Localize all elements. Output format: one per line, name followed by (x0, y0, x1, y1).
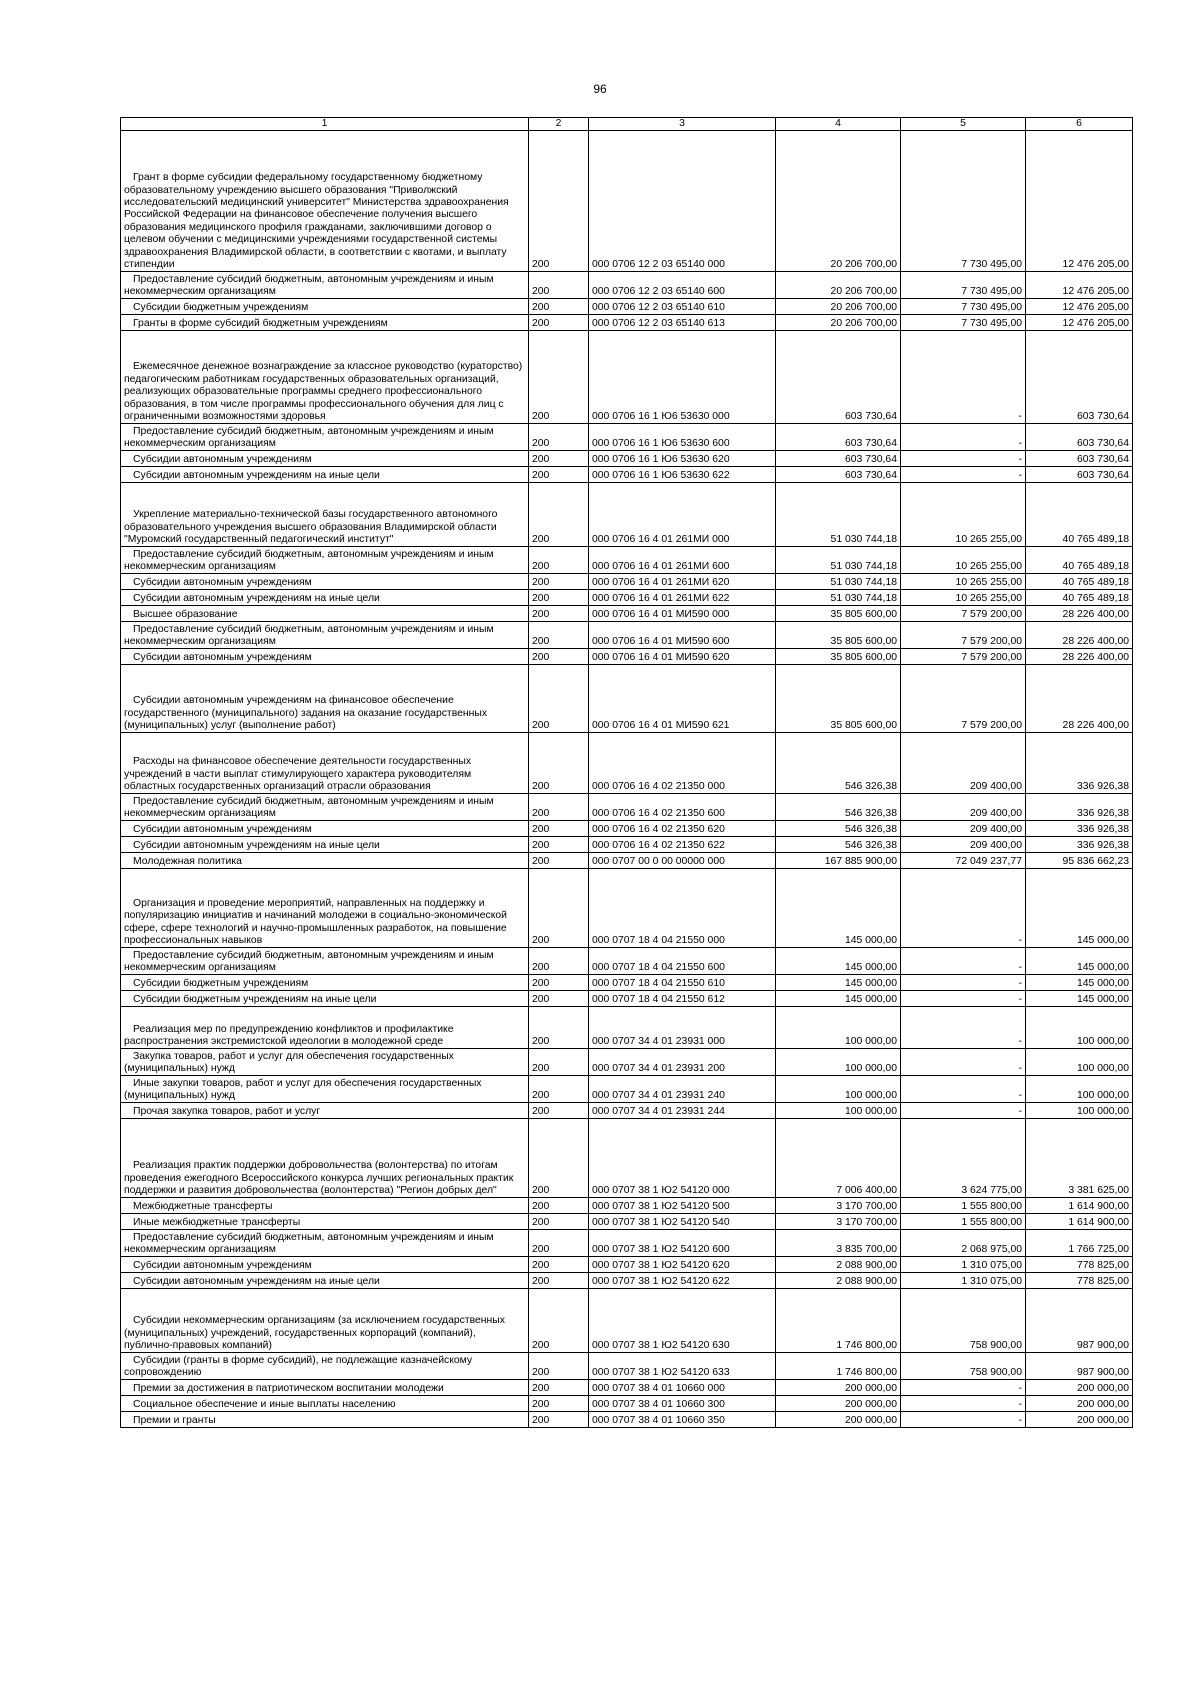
cell-v4: 100 000,00 (776, 1103, 901, 1119)
cell-code: 000 0706 12 2 03 65140 600 (589, 272, 776, 299)
cell-v5: 1 555 800,00 (901, 1214, 1026, 1230)
cell-adm: 200 (529, 622, 589, 649)
cell-code: 000 0706 12 2 03 65140 000 (589, 131, 776, 272)
cell-v4: 200 000,00 (776, 1412, 901, 1428)
cell-v6: 987 900,00 (1026, 1289, 1133, 1353)
table-row (121, 1076, 1133, 1103)
cell-code: 000 0706 16 4 01 МИ590 600 (589, 622, 776, 649)
table-row (121, 467, 1133, 483)
cell-name: Гранты в форме субсидий бюджетным учреждениям (121, 315, 529, 331)
cell-v5: 7 579 200,00 (901, 606, 1026, 622)
cell-v4: 1 746 800,00 (776, 1289, 901, 1353)
cell-v4: 1 746 800,00 (776, 1353, 901, 1380)
cell-v4: 100 000,00 (776, 1007, 901, 1049)
cell-v6: 12 476 205,00 (1026, 131, 1133, 272)
cell-name: Субсидии автономным учреждениям (121, 1257, 529, 1273)
table-row (121, 574, 1133, 590)
table-row (121, 1273, 1133, 1289)
cell-v5: - (901, 331, 1026, 424)
cell-v5: - (901, 1103, 1026, 1119)
cell-code: 000 0706 12 2 03 65140 613 (589, 315, 776, 331)
cell-name: Ежемесячное денежное вознаграждение за классное руководство (кураторство) педагогическим работникам государственных образовательных организаций, реализующих образовательные программы среднего профессионального образования, в том числе программы профессионального обучения для лиц с ограниченными возможностями здоровья (121, 331, 529, 424)
cell-v5: 10 265 255,00 (901, 574, 1026, 590)
cell-code: 000 0707 38 4 01 10660 350 (589, 1412, 776, 1428)
cell-code: 000 0706 16 4 01 261МИ 620 (589, 574, 776, 590)
cell-adm: 200 (529, 272, 589, 299)
cell-v6: 100 000,00 (1026, 1007, 1133, 1049)
cell-adm: 200 (529, 1119, 589, 1198)
table-row (121, 975, 1133, 991)
cell-v4: 145 000,00 (776, 991, 901, 1007)
cell-v6: 987 900,00 (1026, 1353, 1133, 1380)
cell-v5: 2 068 975,00 (901, 1230, 1026, 1257)
cell-name: Субсидии бюджетным учреждениям (121, 975, 529, 991)
cell-v6: 336 926,38 (1026, 821, 1133, 837)
cell-name: Предоставление субсидий бюджетным, автономным учреждениям и иным некоммерческим организациям (121, 1230, 529, 1257)
cell-code: 000 0707 18 4 04 21550 612 (589, 991, 776, 1007)
cell-name: Расходы на финансовое обеспечение деятельности государственных учреждений в части выплат стимулирующего характера руководителям областных государственных организаций отрасли образования (121, 733, 529, 794)
cell-v4: 603 730,64 (776, 424, 901, 451)
cell-name: Субсидии автономным учреждениям (121, 821, 529, 837)
cell-adm: 200 (529, 869, 589, 948)
cell-v4: 145 000,00 (776, 975, 901, 991)
cell-name: Реализация практик поддержки добровольчества (волонтерства) по итогам проведения ежегодного Всероссийского конкурса лучших региональных практик поддержки и развития добровольчества (волонтерства) "Регион добрых дел" (121, 1119, 529, 1198)
cell-adm: 200 (529, 590, 589, 606)
cell-adm: 200 (529, 821, 589, 837)
cell-v4: 20 206 700,00 (776, 131, 901, 272)
cell-name: Субсидии автономным учреждениям (121, 574, 529, 590)
cell-code: 000 0707 34 4 01 23931 200 (589, 1049, 776, 1076)
column-header: 4 (776, 118, 901, 131)
cell-name: Субсидии автономным учреждениям на иные цели (121, 1273, 529, 1289)
table-row (121, 1353, 1133, 1380)
cell-name: Субсидии автономным учреждениям на иные цели (121, 467, 529, 483)
table-row (121, 424, 1133, 451)
cell-v5: - (901, 451, 1026, 467)
cell-adm: 200 (529, 649, 589, 665)
cell-name: Укрепление материально-технической базы государственного автономного образовательного учреждения высшего образования Владимирской области "Муромский государственный педагогический институт" (121, 483, 529, 547)
cell-v5: 1 310 075,00 (901, 1257, 1026, 1273)
table-row (121, 991, 1133, 1007)
table-row (121, 821, 1133, 837)
cell-v6: 145 000,00 (1026, 948, 1133, 975)
cell-v6: 200 000,00 (1026, 1412, 1133, 1428)
cell-code: 000 0707 34 4 01 23931 244 (589, 1103, 776, 1119)
cell-v6: 40 765 489,18 (1026, 574, 1133, 590)
cell-v6: 100 000,00 (1026, 1049, 1133, 1076)
table-row (121, 590, 1133, 606)
cell-v5: 7 730 495,00 (901, 131, 1026, 272)
cell-v6: 336 926,38 (1026, 794, 1133, 821)
cell-v4: 51 030 744,18 (776, 547, 901, 574)
cell-name: Премии и гранты (121, 1412, 529, 1428)
cell-code: 000 0706 16 4 02 21350 620 (589, 821, 776, 837)
cell-v6: 1 614 900,00 (1026, 1214, 1133, 1230)
cell-name: Субсидии автономным учреждениям (121, 649, 529, 665)
cell-v4: 546 326,38 (776, 733, 901, 794)
cell-name: Субсидии некоммерческим организациям (за исключением государственных (муниципальных) учреждений, государственных корпораций (компаний), публично-правовых компаний) (121, 1289, 529, 1353)
cell-v6: 100 000,00 (1026, 1076, 1133, 1103)
cell-name: Иные межбюджетные трансферты (121, 1214, 529, 1230)
cell-code: 000 0707 38 1 Ю2 54120 630 (589, 1289, 776, 1353)
cell-adm: 200 (529, 1049, 589, 1076)
cell-name: Субсидии (гранты в форме субсидий), не подлежащие казначейскому сопровождению (121, 1353, 529, 1380)
table-row (121, 1103, 1133, 1119)
cell-code: 000 0706 16 1 Ю6 53630 000 (589, 331, 776, 424)
cell-v5: 72 049 237,77 (901, 853, 1026, 869)
cell-v6: 40 765 489,18 (1026, 590, 1133, 606)
cell-v5: - (901, 991, 1026, 1007)
cell-v4: 51 030 744,18 (776, 590, 901, 606)
table-row (121, 547, 1133, 574)
cell-v4: 51 030 744,18 (776, 574, 901, 590)
cell-adm: 200 (529, 1076, 589, 1103)
cell-name: Премии за достижения в патриотическом воспитании молодежи (121, 1380, 529, 1396)
page-number: 96 (593, 82, 607, 96)
cell-adm: 200 (529, 1273, 589, 1289)
cell-name: Закупка товаров, работ и услуг для обеспечения государственных (муниципальных) нужд (121, 1049, 529, 1076)
cell-v4: 35 805 600,00 (776, 606, 901, 622)
cell-v5: - (901, 424, 1026, 451)
cell-v5: 10 265 255,00 (901, 547, 1026, 574)
cell-v5: 1 310 075,00 (901, 1273, 1026, 1289)
cell-adm: 200 (529, 1257, 589, 1273)
cell-v4: 20 206 700,00 (776, 299, 901, 315)
cell-name: Прочая закупка товаров, работ и услуг (121, 1103, 529, 1119)
cell-v4: 100 000,00 (776, 1076, 901, 1103)
cell-adm: 200 (529, 1412, 589, 1428)
cell-adm: 200 (529, 451, 589, 467)
cell-v5: - (901, 1380, 1026, 1396)
cell-v4: 35 805 600,00 (776, 649, 901, 665)
cell-v4: 200 000,00 (776, 1396, 901, 1412)
cell-v4: 7 006 400,00 (776, 1119, 901, 1198)
cell-adm: 200 (529, 975, 589, 991)
cell-adm: 200 (529, 794, 589, 821)
cell-v6: 28 226 400,00 (1026, 622, 1133, 649)
cell-v6: 28 226 400,00 (1026, 606, 1133, 622)
cell-v6: 603 730,64 (1026, 467, 1133, 483)
cell-v5: - (901, 467, 1026, 483)
table-row (121, 1119, 1133, 1198)
column-header: 6 (1026, 118, 1133, 131)
cell-code: 000 0706 16 1 Ю6 53630 622 (589, 467, 776, 483)
table-row (121, 948, 1133, 975)
cell-v5: - (901, 1007, 1026, 1049)
cell-adm: 200 (529, 991, 589, 1007)
cell-name: Субсидии бюджетным учреждениям (121, 299, 529, 315)
table-row (121, 299, 1133, 315)
cell-name: Высшее образование (121, 606, 529, 622)
cell-adm: 200 (529, 424, 589, 451)
cell-v5: 10 265 255,00 (901, 590, 1026, 606)
cell-code: 000 0707 38 4 01 10660 300 (589, 1396, 776, 1412)
cell-v4: 145 000,00 (776, 948, 901, 975)
cell-v6: 95 836 662,23 (1026, 853, 1133, 869)
cell-v6: 603 730,64 (1026, 424, 1133, 451)
cell-code: 000 0707 38 1 Ю2 54120 622 (589, 1273, 776, 1289)
table-row (121, 1214, 1133, 1230)
cell-v4: 546 326,38 (776, 837, 901, 853)
cell-v6: 336 926,38 (1026, 733, 1133, 794)
column-header: 3 (589, 118, 776, 131)
table-row (121, 272, 1133, 299)
cell-code: 000 0706 16 1 Ю6 53630 600 (589, 424, 776, 451)
cell-v4: 200 000,00 (776, 1380, 901, 1396)
cell-name: Предоставление субсидий бюджетным, автономным учреждениям и иным некоммерческим организациям (121, 794, 529, 821)
cell-v6: 3 381 625,00 (1026, 1119, 1133, 1198)
cell-v4: 3 835 700,00 (776, 1230, 901, 1257)
table-row (121, 1396, 1133, 1412)
cell-adm: 200 (529, 606, 589, 622)
cell-v4: 145 000,00 (776, 869, 901, 948)
cell-code: 000 0707 38 1 Ю2 54120 620 (589, 1257, 776, 1273)
cell-name: Предоставление субсидий бюджетным, автономным учреждениям и иным некоммерческим организациям (121, 547, 529, 574)
cell-code: 000 0707 18 4 04 21550 000 (589, 869, 776, 948)
cell-code: 000 0706 16 1 Ю6 53630 620 (589, 451, 776, 467)
cell-code: 000 0706 16 4 01 МИ590 620 (589, 649, 776, 665)
cell-v4: 2 088 900,00 (776, 1257, 901, 1273)
cell-name: Молодежная политика (121, 853, 529, 869)
cell-code: 000 0706 16 4 01 261МИ 622 (589, 590, 776, 606)
cell-v4: 603 730,64 (776, 467, 901, 483)
cell-v4: 20 206 700,00 (776, 272, 901, 299)
cell-name: Субсидии автономным учреждениям (121, 451, 529, 467)
cell-v4: 35 805 600,00 (776, 665, 901, 733)
cell-name: Субсидии автономным учреждениям на иные цели (121, 837, 529, 853)
table-row (121, 1049, 1133, 1076)
cell-name: Предоставление субсидий бюджетным, автономным учреждениям и иным некоммерческим организациям (121, 424, 529, 451)
cell-v5: 7 730 495,00 (901, 315, 1026, 331)
cell-adm: 200 (529, 665, 589, 733)
cell-v4: 20 206 700,00 (776, 315, 901, 331)
cell-v6: 336 926,38 (1026, 837, 1133, 853)
cell-v5: 7 579 200,00 (901, 622, 1026, 649)
cell-v6: 145 000,00 (1026, 975, 1133, 991)
cell-name: Организация и проведение мероприятий, направленных на поддержку и популяризацию инициатив и начинаний молодежи в социально-экономической сфере, сфере технологий и научно-промышленных разработок, на повышение профессиональных навыков (121, 869, 529, 948)
cell-v4: 603 730,64 (776, 331, 901, 424)
cell-adm: 200 (529, 1289, 589, 1353)
cell-name: Иные закупки товаров, работ и услуг для обеспечения государственных (муниципальных) нужд (121, 1076, 529, 1103)
cell-code: 000 0707 18 4 04 21550 600 (589, 948, 776, 975)
table-row (121, 853, 1133, 869)
cell-v5: 10 265 255,00 (901, 483, 1026, 547)
cell-v4: 51 030 744,18 (776, 483, 901, 547)
cell-v4: 2 088 900,00 (776, 1273, 901, 1289)
table-row (121, 794, 1133, 821)
cell-code: 000 0706 16 4 02 21350 622 (589, 837, 776, 853)
cell-name: Межбюджетные трансферты (121, 1198, 529, 1214)
cell-code: 000 0707 18 4 04 21550 610 (589, 975, 776, 991)
table-row (121, 1007, 1133, 1049)
cell-v4: 546 326,38 (776, 821, 901, 837)
cell-v4: 3 170 700,00 (776, 1198, 901, 1214)
cell-v6: 12 476 205,00 (1026, 299, 1133, 315)
cell-name: Предоставление субсидий бюджетным, автономным учреждениям и иным некоммерческим организациям (121, 272, 529, 299)
table-row (121, 315, 1133, 331)
cell-name: Грант в форме субсидии федеральному государственному бюджетному образовательному учреждению высшего образования "Приволжский исследовательский медицинский университет" Министерства здравоохранения Российской Федерации на финансовое обеспечение получения высшего образования медицинского профиля гражданами, заключившими договор о целевом обучении с медицинскими учреждениями государственной системы здравоохранения Владимирской области, в соответствии с квотами, и выплату стипендии (121, 131, 529, 272)
cell-v5: 3 624 775,00 (901, 1119, 1026, 1198)
cell-adm: 200 (529, 1396, 589, 1412)
table-row (121, 606, 1133, 622)
cell-v6: 603 730,64 (1026, 331, 1133, 424)
cell-code: 000 0706 16 4 01 261МИ 600 (589, 547, 776, 574)
cell-v6: 28 226 400,00 (1026, 665, 1133, 733)
cell-v5: - (901, 1412, 1026, 1428)
cell-adm: 200 (529, 1198, 589, 1214)
table-row (121, 649, 1133, 665)
cell-v6: 603 730,64 (1026, 451, 1133, 467)
table-row (121, 665, 1133, 733)
cell-adm: 200 (529, 574, 589, 590)
cell-code: 000 0707 00 0 00 00000 000 (589, 853, 776, 869)
cell-code: 000 0706 16 4 01 МИ590 621 (589, 665, 776, 733)
cell-adm: 200 (529, 131, 589, 272)
cell-name: Субсидии автономным учреждениям на иные цели (121, 590, 529, 606)
cell-v4: 3 170 700,00 (776, 1214, 901, 1230)
cell-v6: 145 000,00 (1026, 991, 1133, 1007)
cell-adm: 200 (529, 315, 589, 331)
cell-name: Социальное обеспечение и иные выплаты населению (121, 1396, 529, 1412)
cell-adm: 200 (529, 837, 589, 853)
cell-adm: 200 (529, 733, 589, 794)
cell-code: 000 0707 38 1 Ю2 54120 500 (589, 1198, 776, 1214)
cell-code: 000 0707 38 1 Ю2 54120 540 (589, 1214, 776, 1230)
cell-code: 000 0706 12 2 03 65140 610 (589, 299, 776, 315)
cell-name: Предоставление субсидий бюджетным, автономным учреждениям и иным некоммерческим организациям (121, 622, 529, 649)
cell-name: Предоставление субсидий бюджетным, автономным учреждениям и иным некоммерческим организациям (121, 948, 529, 975)
table-body (121, 131, 1133, 1428)
cell-v6: 12 476 205,00 (1026, 315, 1133, 331)
cell-name: Субсидии автономным учреждениям на финансовое обеспечение государственного (муниципального) задания на оказание государственных (муниципальных) услуг (выполнение работ) (121, 665, 529, 733)
cell-code: 000 0707 38 1 Ю2 54120 633 (589, 1353, 776, 1380)
cell-adm: 200 (529, 547, 589, 574)
cell-v5: 7 730 495,00 (901, 299, 1026, 315)
cell-v4: 35 805 600,00 (776, 622, 901, 649)
table-row (121, 483, 1133, 547)
table-row (121, 131, 1133, 272)
cell-v6: 778 825,00 (1026, 1273, 1133, 1289)
cell-adm: 200 (529, 299, 589, 315)
cell-v6: 200 000,00 (1026, 1380, 1133, 1396)
cell-v5: 209 400,00 (901, 794, 1026, 821)
cell-v5: - (901, 1396, 1026, 1412)
cell-adm: 200 (529, 467, 589, 483)
cell-v5: 209 400,00 (901, 733, 1026, 794)
cell-code: 000 0706 16 4 02 21350 000 (589, 733, 776, 794)
cell-v5: - (901, 1076, 1026, 1103)
cell-code: 000 0707 34 4 01 23931 000 (589, 1007, 776, 1049)
cell-v6: 200 000,00 (1026, 1396, 1133, 1412)
cell-v4: 546 326,38 (776, 794, 901, 821)
table-row (121, 869, 1133, 948)
cell-adm: 200 (529, 1353, 589, 1380)
cell-v6: 12 476 205,00 (1026, 272, 1133, 299)
cell-v5: - (901, 869, 1026, 948)
cell-v4: 100 000,00 (776, 1049, 901, 1076)
cell-v6: 40 765 489,18 (1026, 547, 1133, 574)
cell-v4: 603 730,64 (776, 451, 901, 467)
cell-v6: 28 226 400,00 (1026, 649, 1133, 665)
cell-adm: 200 (529, 1007, 589, 1049)
column-header: 2 (529, 118, 589, 131)
table-row (121, 837, 1133, 853)
cell-v6: 778 825,00 (1026, 1257, 1133, 1273)
table-row (121, 733, 1133, 794)
cell-v5: - (901, 975, 1026, 991)
cell-code: 000 0707 38 4 01 10660 000 (589, 1380, 776, 1396)
cell-adm: 200 (529, 1103, 589, 1119)
cell-code: 000 0706 16 4 01 МИ590 000 (589, 606, 776, 622)
cell-adm: 200 (529, 948, 589, 975)
table-row (121, 1380, 1133, 1396)
table-row (121, 1198, 1133, 1214)
table-row (121, 1289, 1133, 1353)
cell-adm: 200 (529, 1380, 589, 1396)
cell-adm: 200 (529, 483, 589, 547)
table-row (121, 1412, 1133, 1428)
cell-v5: 209 400,00 (901, 821, 1026, 837)
cell-code: 000 0707 34 4 01 23931 240 (589, 1076, 776, 1103)
cell-name: Субсидии бюджетным учреждениям на иные цели (121, 991, 529, 1007)
cell-adm: 200 (529, 1230, 589, 1257)
cell-name: Реализация мер по предупреждению конфликтов и профилактике распространения экстремистской идеологии в молодежной среде (121, 1007, 529, 1049)
cell-v6: 40 765 489,18 (1026, 483, 1133, 547)
cell-adm: 200 (529, 1214, 589, 1230)
table-row (121, 1230, 1133, 1257)
cell-v5: - (901, 948, 1026, 975)
cell-v5: 209 400,00 (901, 837, 1026, 853)
table-row (121, 1257, 1133, 1273)
cell-v5: 758 900,00 (901, 1289, 1026, 1353)
cell-v6: 1 614 900,00 (1026, 1198, 1133, 1214)
column-header: 5 (901, 118, 1026, 131)
cell-v4: 167 885 900,00 (776, 853, 901, 869)
table-row (121, 331, 1133, 424)
table-row (121, 451, 1133, 467)
cell-v6: 100 000,00 (1026, 1103, 1133, 1119)
cell-code: 000 0707 38 1 Ю2 54120 600 (589, 1230, 776, 1257)
cell-adm: 200 (529, 331, 589, 424)
cell-code: 000 0706 16 4 02 21350 600 (589, 794, 776, 821)
cell-v5: 758 900,00 (901, 1353, 1026, 1380)
cell-adm: 200 (529, 853, 589, 869)
cell-v5: - (901, 1049, 1026, 1076)
cell-v5: 7 579 200,00 (901, 665, 1026, 733)
cell-code: 000 0707 38 1 Ю2 54120 000 (589, 1119, 776, 1198)
table-row (121, 622, 1133, 649)
cell-v6: 1 766 725,00 (1026, 1230, 1133, 1257)
cell-v6: 145 000,00 (1026, 869, 1133, 948)
cell-v5: 7 579 200,00 (901, 649, 1026, 665)
cell-code: 000 0706 16 4 01 261МИ 000 (589, 483, 776, 547)
cell-v5: 1 555 800,00 (901, 1198, 1026, 1214)
column-header: 1 (121, 118, 529, 131)
budget-table (120, 117, 1133, 1428)
cell-v5: 7 730 495,00 (901, 272, 1026, 299)
column-number-row (121, 118, 1133, 131)
